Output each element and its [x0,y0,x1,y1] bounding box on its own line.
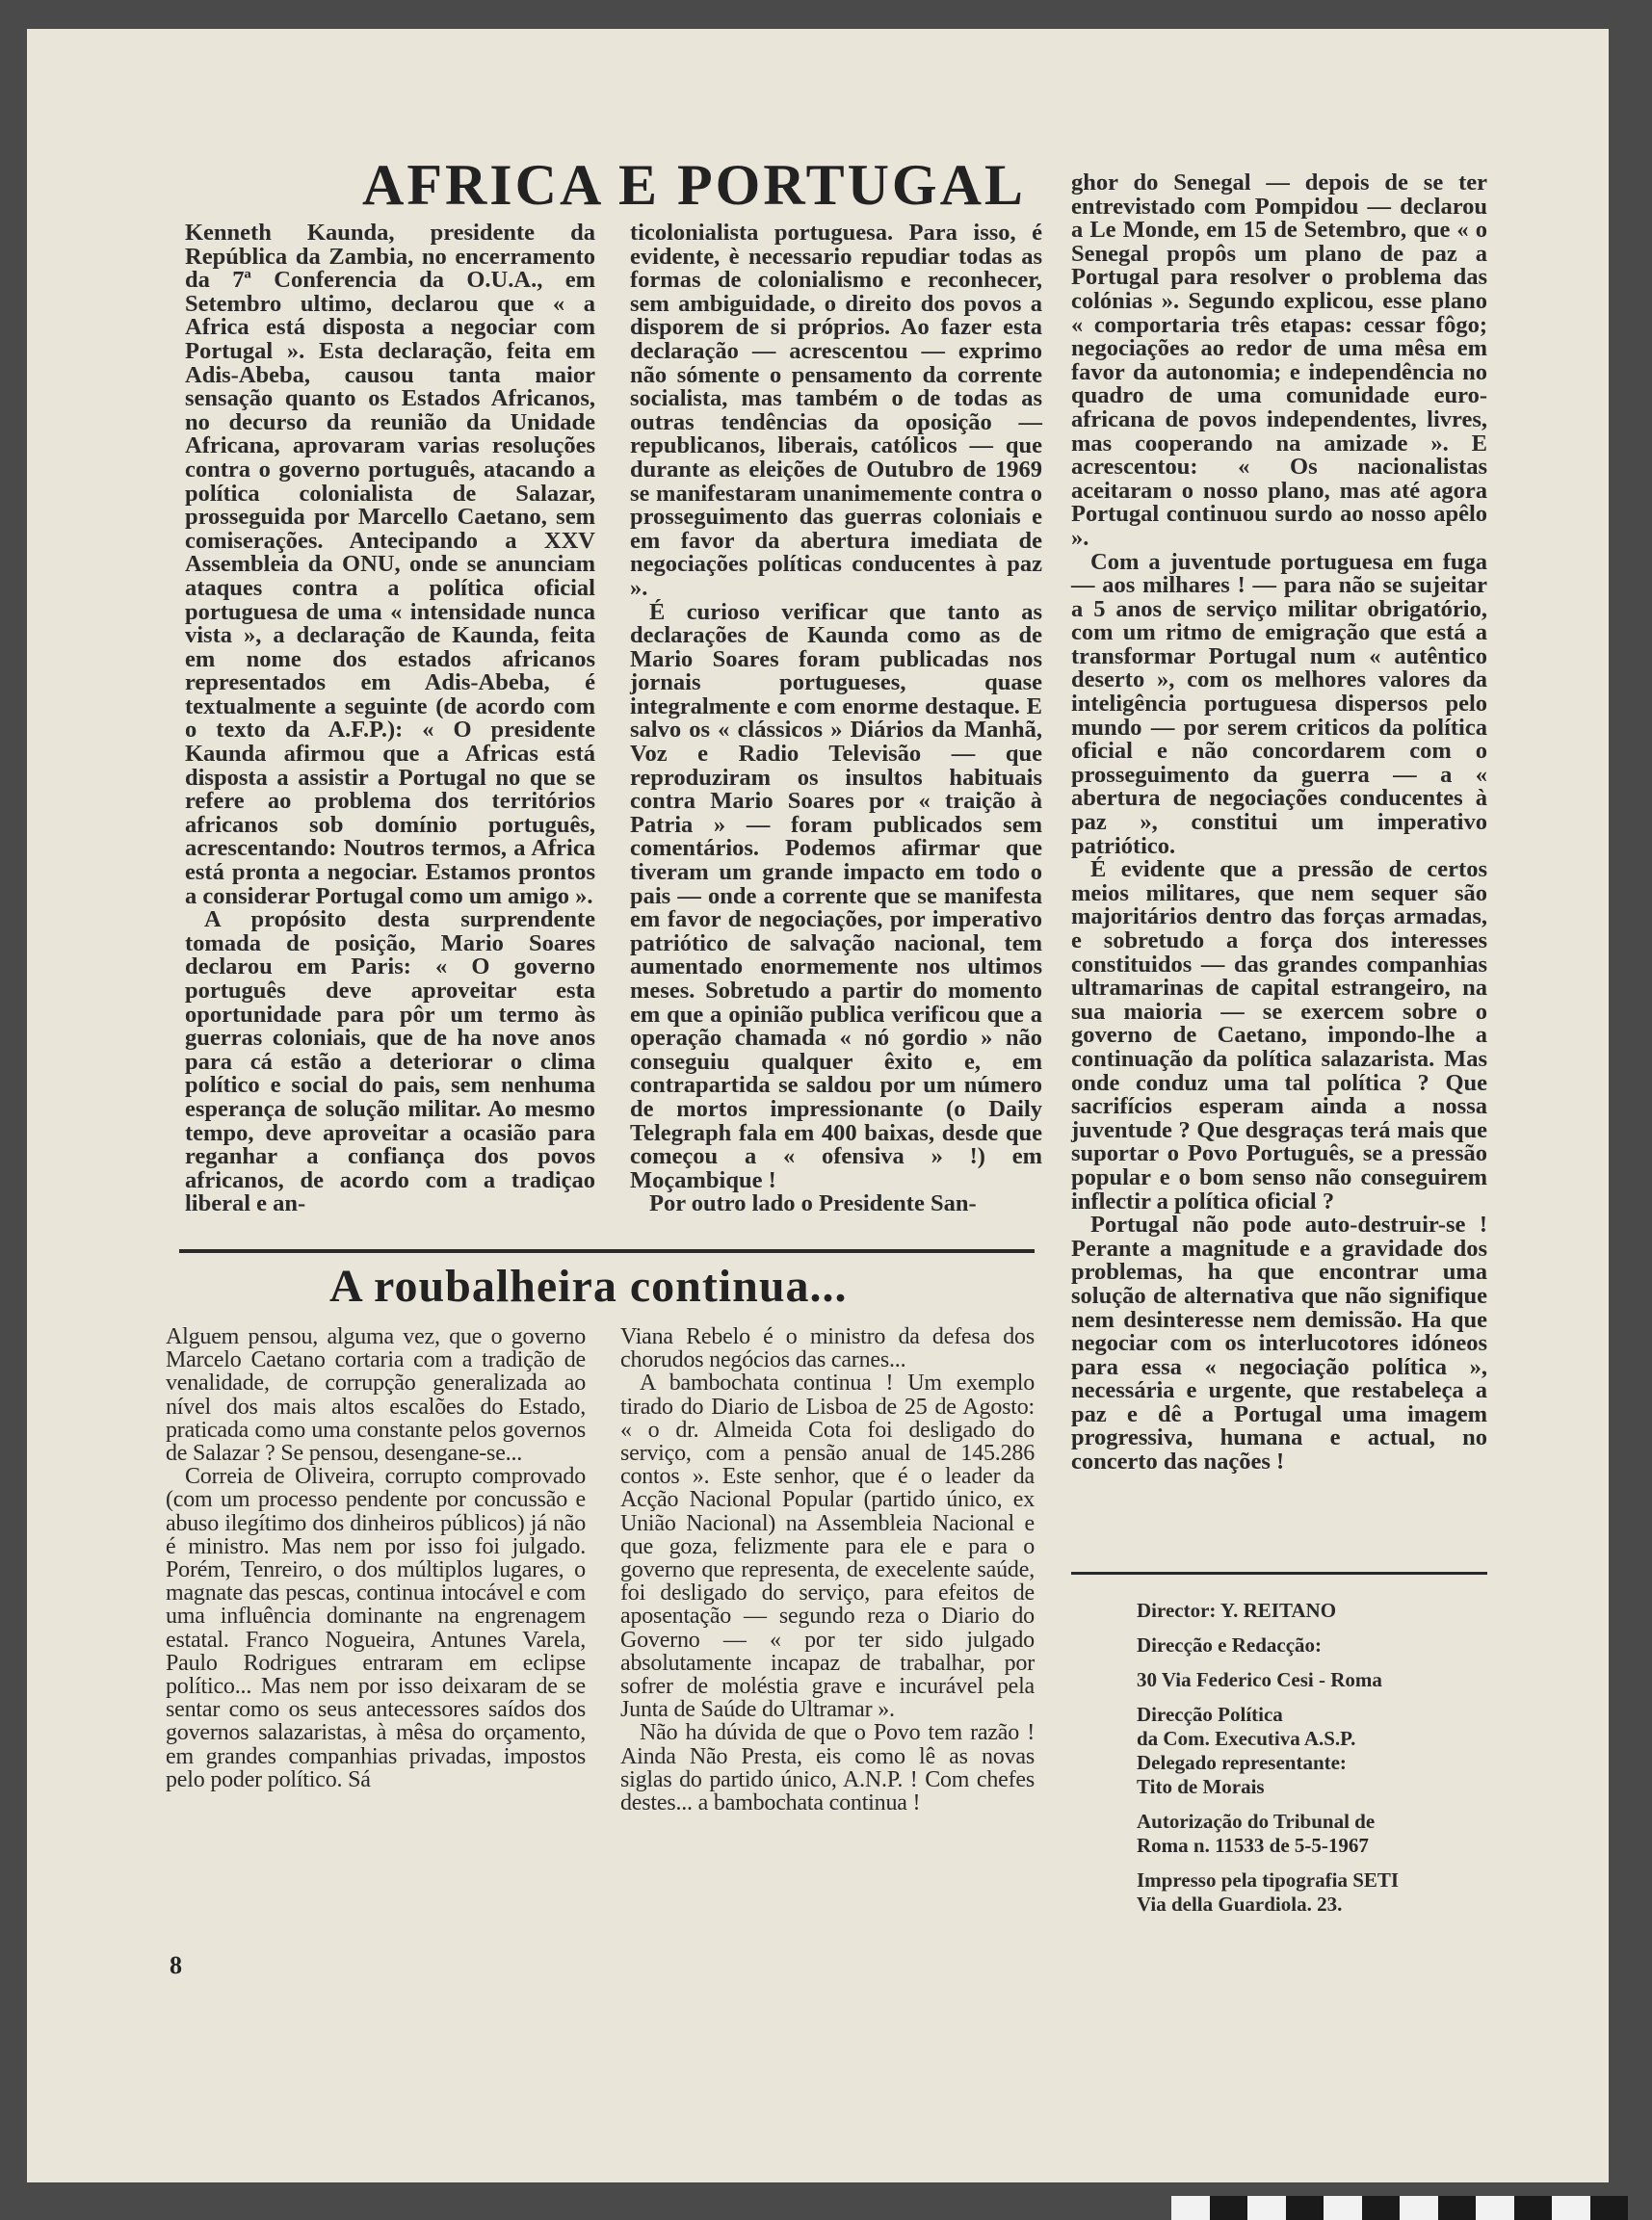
paragraph: ghor do Senegal — depois de se ter entrevistado com Pompidou — declarou a Le Monde, em 15 de Setembro, que « o Senegal propôs um plano de paz a Portugal para resolver o problema das colónias ». Segundo explicou, esse plano « comportaria três etapas: cessar fôgo; negociações ao redor de uma mêsa em favor da autonomia; e independência no quadro de uma comunidade euro-africana de povos independentes, livres, mas cooperando na amizade ». E acrescentou: « Os nacionalistas aceitaram o nosso plano, mas até agora Portugal continuou surdo ao nosso apêlo ». [1071,170,1487,551]
impresso-line-2: Via della Guardiola. 23. [1137,1893,1343,1916]
address-line: 30 Via Federico Cesi - Roma [1137,1668,1382,1691]
autorizacao-line-2: Roma n. 11533 de 5-5-1967 [1137,1834,1369,1857]
article1-column-1 [185,222,595,1216]
article2-column-1 [166,1325,586,1791]
paragraph: Por outro lado o Presidente San- [649,1190,977,1217]
paragraph: A propósito desta surprendente tomada de posição, Mario Soares declarou em Paris: « O governo português deve aproveitar esta oportunidade para pôr um termo às guerras coloniais, que de ha nove anos para cá estão a deteriorar o clima político e social do pais, sem nenhuma esperança de solução militar. Ao mesmo tempo, deve aproveitar a ocasião para reganhar a confiança dos povos africanos, de acordo com a tradiçao liberal e an- [185,906,595,1217]
autorizacao-line-1: Autorização do Tribunal de [1137,1810,1376,1833]
politica-label: Direcção Política [1137,1703,1283,1726]
article-title-roubalheira: A roubalheira continua... [329,1261,848,1312]
paragraph: Viana Rebelo é o ministro da defesa dos chorudos negócios das carnes... [620,1324,1035,1373]
paragraph: É curioso verificar que tanto as declarações de Kaunda como as de Mario Soares foram publicadas nos jornais portugueses, quase integralmente e com enorme destaque. E salvo os « clássicos » Diários da Manhã, Voz e Radio Televisão — que reproduziram os insultos habituais contra Mario Soares por « traição à Patria » — foram publicados sem comentários. Podemos afirmar que tiveram um grande impacto em todo o pais — onde a corrente que se manifesta em favor de negociações, por imperativo patriótico de salvação nacional, tem aumentado enormemente nos ultimos meses. Sobretudo a partir do momento em que a opinião publica verificou que a operação chamada « nó gordio » não conseguiu qualquer êxito e, em contrapartida se saldou por um número de mortos impressionante (o Daily Telegraph fala em 400 baixas, desde que começou a « ofensiva » !) em Moçambique ! [630,598,1042,1193]
article-title-africa-portugal: AFRICA E PORTUGAL [362,153,1026,217]
com-exec-line: da Com. Executiva A.S.P. [1137,1727,1356,1750]
paragraph: Kenneth Kaunda, presidente da República da Zambia, no encerramento da 7ª Conferencia da O.U.A., em Setembro ultimo, declarou que « a Africa está disposta a negociar com Portugal ». Esta declaração, feita em Adis-Abeba, causou tanta maior sensação quanto os Estados Africanos, no decurso da reunião da Unidade Africana, aprovaram varias resoluções contra o governo português, atacando a política colonialista de Salazar, prosseguida por Marcello Caetano, sem comiserações. Antecipando a XXV Assembleia da ONU, onde se anunciam ataques contra a política oficial portuguesa de uma « intensidade nunca vista », a declaração de Kaunda, feita em nome dos estados africanos representados em Adis-Abeba, é textualmente a seguinte (de acordo com o texto da A.F.P.): « O presidente Kaunda afirmou que a Africas está disposta a assistir a Portugal no que se refere ao problema dos territórios africanos sob domínio português, acrescentando: Noutros termos, a Africa está pronta a negociar. Estamos prontos a considerar Portugal como um amigo ». [185,220,595,909]
paragraph: ticolonialista portuguesa. Para isso, é evidente, è necessario repudiar todas as formas de colonialismo e reconhecer, sem ambiguidade, o direito dos povos a disporem de si próprios. Ao fazer esta declaração — acrescentou — exprimo não sómente o pensamento da corrente socialista, mas também o de todas as outras tendências da oposição — republicanos, liberais, católicos — que durante as eleições de Outubro de 1969 se manifestaram unanimemente contra o prosseguimento das guerras coloniais e em favor da abertura imediata de negociações políticas conducentes à paz ». [630,220,1042,601]
impresso-line-1: Impresso pela tipografia SETI [1137,1868,1400,1892]
masthead-imprint [1137,1599,1493,1917]
paragraph: Correia de Oliveira, corrupto comprovado (com um processo pendente por concussão e abuso ilegítimo dos dinheiros públicos) já não é ministro. Mas nem por isso foi julgado. Porém, Tenreiro, o dos múltiplos lugares, o magnate das pescas, continua intocável e com uma influência dominante na engrenagem estatal. Franco Nogueira, Antunes Varela, Paulo Rodrigues entraram em eclipse político... Mas nem por isso deixaram de se sentar como os seus antecessores saídos dos governos salazaristas, à mêsa do orçamento, em grandes companhias privadas, impostos pelo poder político. Sá [166,1464,586,1792]
paragraph: Alguem pensou, alguma vez, que o governo Marcelo Caetano cortaria com a tradição de venalidade, de corrupção generalizada ao nível dos mais altos escalões do Estado, praticada como uma constante pelos governos de Salazar ? Se pensou, desengane-se... [166,1324,586,1467]
imprint-divider [1071,1572,1487,1575]
article1-column-2 [630,222,1042,1216]
paragraph: A bambochata continua ! Um exemplo tirado do Diario de Lisboa de 25 de Agosto: « o dr. Almeida Cota foi desligado do serviço, com a pensão anual de 145.286 contos ». Este senhor, que é o leader da Acção Nacional Popular (partido único, ex União Nacional) na Assembleia Nacional e que goza, felizmente para ele e para o governo que representa, de execelente saúde, foi desligado do serviço, para efeitos de aposentação — segundo reza o Diario do Governo — « por ter sido julgado absolutamente incapaz de trabalhar, por sofrer de moléstia grave e incurável pela Junta de Saúde do Ultramar ». [620,1371,1035,1723]
page-number: 8 [170,1951,182,1979]
article2-column-2 [620,1325,1035,1815]
redaccao-label: Direcção e Redacção: [1137,1633,1323,1657]
delegado-label: Delegado representante: [1137,1751,1347,1774]
delegado-name: Tito de Morais [1137,1775,1265,1798]
paragraph: Com a juventude portuguesa em fuga — aos milhares ! — para não se sujeitar a 5 anos de serviço militar obrigatório, com um ritmo de emigração que está a transformar Portugal num « autêntico deserto », com os melhores valores da inteligência portuguesa dispersos pelo mundo — por serem criticos da política oficial e não concordarem com o prosseguimento da guerra — a « abertura de negociações conducentes à paz », constitui um imperativo patriótico. [1071,548,1487,859]
paragraph: É evidente que a pressão de certos meios militares, que nem sequer são majoritários dentro das forças armadas, e sobretudo a força dos interesses constituidos — das grandes companhias ultramarinas de capital estrangeiro, na sua maioria — se exercem sobre o governo de Caetano, impondo-lhe a continuação da política salazarista. Mas onde conduz uma tal política ? Que sacrifícios esperam ainda a nossa juventude ? Que desgraças terá mais que suportar o Povo Português, se a pressão popular e o bom senso não conseguirem inflectir a política oficial ? [1071,856,1487,1214]
section-divider [179,1249,1035,1253]
paragraph: Portugal não pode auto-destruir-se ! Perante a magnitude e a gravidade dos problemas, ha que encontrar uma solução de alternativa que não signifique nem desinteresse nem demissão. Ha que negociar com os interlucotores idóneos para essa « negociação política », necessária e urgente, que restabeleça a paz e dê a Portugal uma imagem progressiva, humana e actual, no concerto das nações ! [1071,1212,1487,1476]
color-scale-bar [1171,2196,1628,2220]
paragraph: Não ha dúvida de que o Povo tem razão ! Ainda Não Presta, eis como lê as novas siglas do partido único, A.N.P. ! Com chefes destes... a bambochata continua ! [620,1720,1035,1816]
article1-column-3 [1071,171,1487,1475]
director-line: Director: Y. REITANO [1137,1599,1337,1622]
